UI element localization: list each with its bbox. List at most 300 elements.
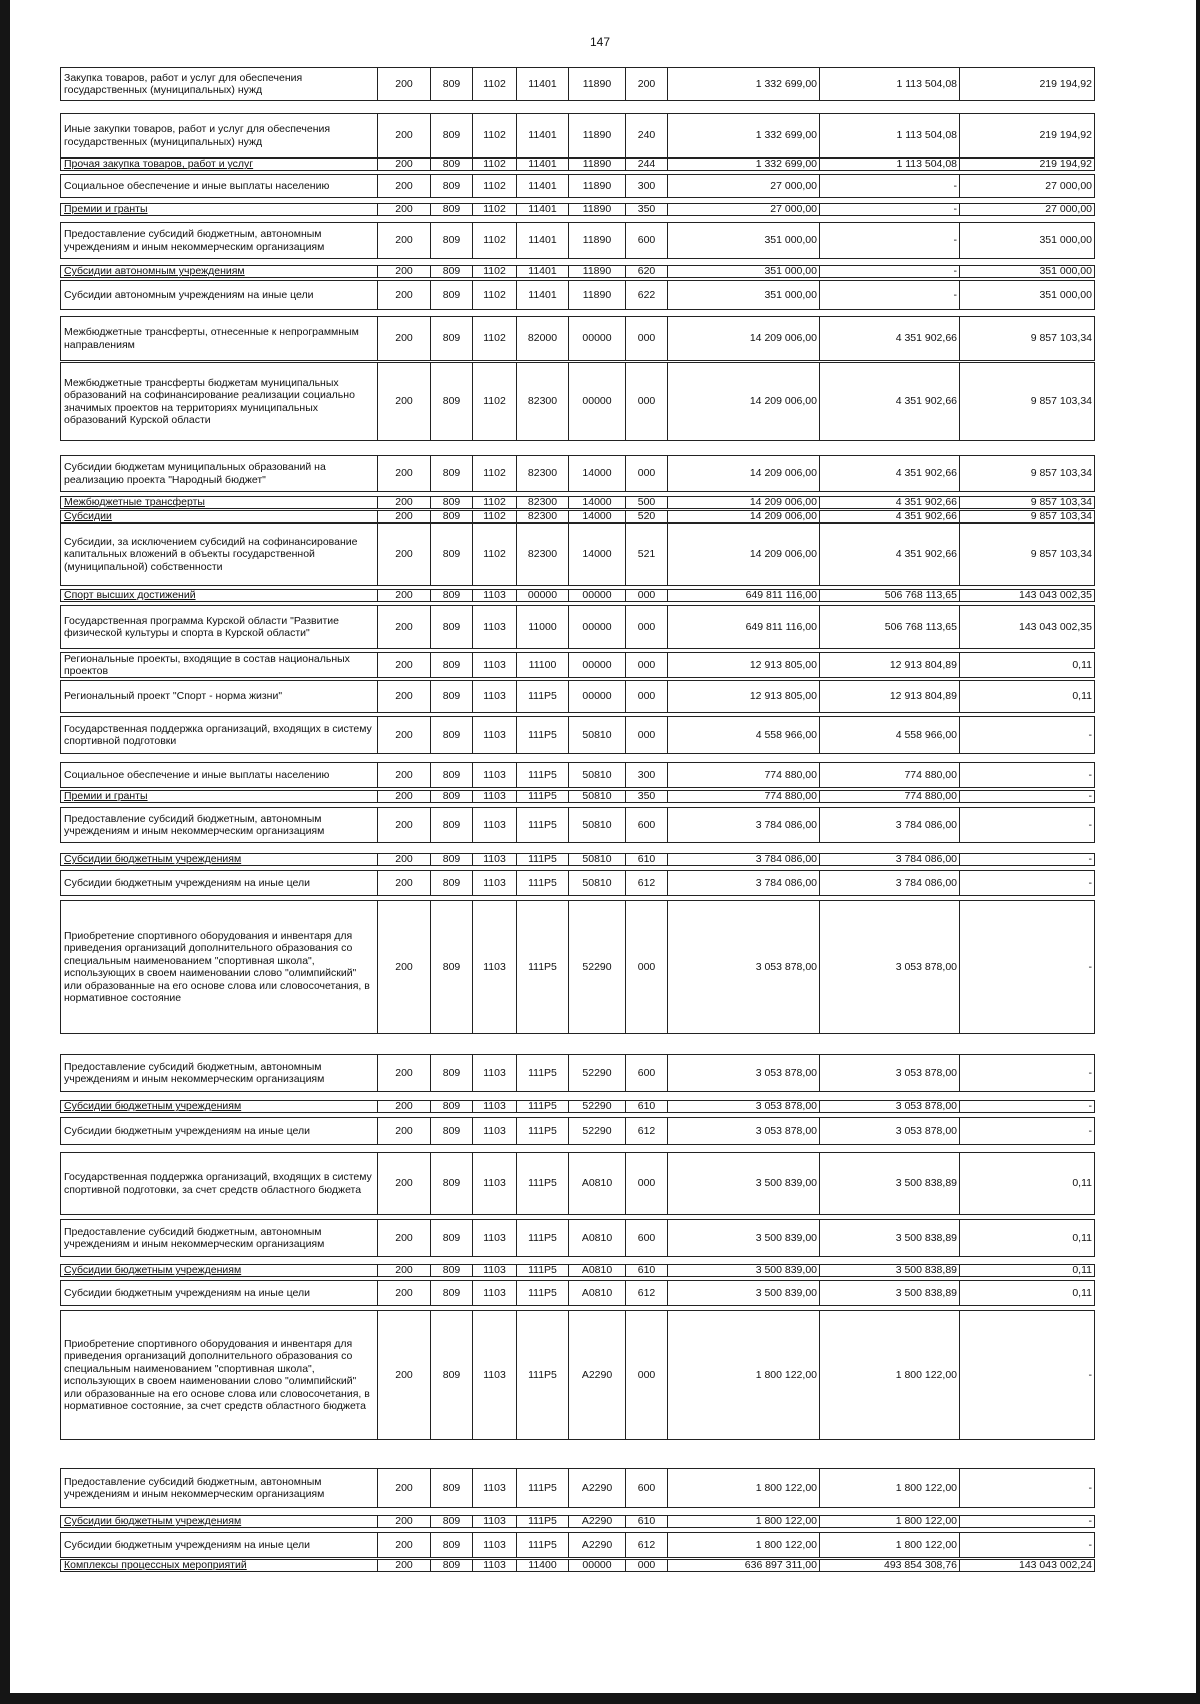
cell-value: 200 (395, 496, 413, 509)
code-cell (472, 158, 516, 171)
cell-value: 11401 (528, 77, 557, 90)
cell-value: 200 (395, 288, 413, 301)
cell-value: 612 (637, 1286, 656, 1299)
cell-value: 11401 (528, 234, 557, 247)
cell-value: 809 (442, 288, 461, 301)
cell-value: 111P5 (528, 1538, 557, 1551)
cell-value: 809 (442, 158, 461, 171)
row-name-cell (60, 1468, 377, 1508)
cell-value: 200 (395, 1559, 413, 1572)
code-cell (472, 1264, 516, 1277)
code-cell (625, 280, 667, 310)
row-label: Субсидии бюджетным учреждениям (64, 1515, 242, 1528)
code-cell (472, 807, 516, 843)
code-cell (625, 1117, 667, 1145)
cell-value: 1102 (483, 510, 506, 523)
code-cell (430, 510, 472, 523)
amount-cell (819, 455, 959, 492)
table-row (0, 113, 1200, 158)
cell-value: 1103 (483, 768, 506, 781)
amount-cell (819, 1219, 959, 1257)
code-cell (430, 113, 472, 158)
cell-value: 1 800 122,00 (895, 1515, 957, 1528)
code-cell (516, 510, 568, 523)
cell-value: 200 (395, 1481, 413, 1494)
cell-value: 9 857 103,34 (1030, 395, 1092, 408)
code-cell (516, 523, 568, 586)
cell-value: 809 (442, 467, 461, 480)
code-cell (516, 900, 568, 1034)
code-cell (430, 496, 472, 509)
amount-cell (819, 790, 959, 803)
code-cell (625, 113, 667, 158)
cell-value: 1 800 122,00 (755, 1368, 817, 1381)
cell-value: 200 (395, 548, 413, 561)
row-label: Социальное обеспечение и иные выплаты населению (64, 179, 330, 192)
code-cell (472, 1559, 516, 1572)
table-row (0, 589, 1200, 602)
amount-cell (959, 790, 1095, 803)
row-name-cell (60, 1054, 377, 1092)
cell-value: 600 (637, 1481, 656, 1494)
cell-value: 200 (637, 77, 656, 90)
cell-value: 0,11 (1072, 690, 1092, 703)
cell-value: 3 500 839,00 (755, 1177, 817, 1190)
cell-value: 52290 (582, 1066, 612, 1079)
cell-value: - (1088, 1368, 1092, 1381)
code-cell (377, 1559, 430, 1572)
table-row (0, 680, 1200, 713)
cell-value: 774 880,00 (904, 790, 957, 803)
code-cell (625, 362, 667, 441)
cell-value: 11890 (582, 129, 612, 142)
row-label: Субсидии (64, 510, 112, 523)
cell-value: 111P5 (528, 1368, 557, 1381)
code-cell (568, 1468, 625, 1508)
code-cell (472, 496, 516, 509)
amount-cell (667, 203, 819, 216)
amount-cell (959, 605, 1095, 649)
amount-cell (959, 900, 1095, 1034)
cell-value: 111P5 (528, 876, 557, 889)
cell-value: 14 209 006,00 (749, 332, 817, 345)
amount-cell (819, 716, 959, 754)
cell-value: 219 194,92 (1039, 158, 1092, 171)
amount-cell (959, 496, 1095, 509)
cell-value: 27 000,00 (1045, 179, 1092, 192)
amount-cell (959, 652, 1095, 678)
code-cell (516, 716, 568, 754)
cell-value: 809 (442, 510, 461, 523)
code-cell (472, 589, 516, 602)
cell-value: 000 (637, 1177, 656, 1190)
code-cell (568, 1264, 625, 1277)
amount-cell (959, 455, 1095, 492)
code-cell (430, 1280, 472, 1306)
row-name-cell (60, 113, 377, 158)
code-cell (516, 1468, 568, 1508)
code-cell (430, 1264, 472, 1277)
row-label: Спорт высших достижений (64, 589, 196, 602)
cell-value: 351 000,00 (1039, 265, 1092, 278)
amount-cell (667, 222, 819, 259)
row-label: Субсидии бюджетным учреждениям на иные цели (64, 1538, 310, 1551)
code-cell (472, 455, 516, 492)
cell-value: 000 (637, 960, 656, 973)
cell-value: 1103 (483, 876, 506, 889)
cell-value: 1 332 699,00 (755, 77, 817, 90)
code-cell (430, 1515, 472, 1528)
amount-cell (667, 762, 819, 788)
table-row (0, 67, 1200, 101)
table-row (0, 1559, 1200, 1572)
cell-value: 1102 (483, 332, 506, 345)
cell-value: 200 (395, 179, 413, 192)
cell-value: 809 (442, 203, 461, 216)
amount-cell (667, 807, 819, 843)
amount-cell (667, 605, 819, 649)
cell-value: 11401 (528, 288, 557, 301)
code-cell (377, 316, 430, 361)
cell-value: 1102 (483, 234, 506, 247)
cell-value: 3 500 838,89 (895, 1264, 957, 1277)
code-cell (516, 853, 568, 866)
amount-cell (667, 265, 819, 278)
code-cell (472, 1219, 516, 1257)
code-cell (568, 1559, 625, 1572)
code-cell (516, 680, 568, 713)
cell-value: 4 351 902,66 (895, 395, 957, 408)
amount-cell (667, 455, 819, 492)
amount-cell (819, 870, 959, 896)
cell-value: 50810 (582, 768, 612, 781)
cell-value: 11890 (582, 77, 612, 90)
code-cell (472, 1515, 516, 1528)
amount-cell (819, 807, 959, 843)
cell-value: 600 (637, 1066, 656, 1079)
cell-value: 809 (442, 690, 461, 703)
cell-value: 000 (637, 467, 656, 480)
cell-value: 1103 (483, 818, 506, 831)
cell-value: 200 (395, 790, 413, 803)
cell-value: 000 (637, 395, 656, 408)
cell-value: - (953, 288, 957, 301)
code-cell (568, 496, 625, 509)
cell-value: 3 500 838,89 (895, 1286, 957, 1299)
cell-value: 11401 (528, 158, 557, 171)
cell-value: 200 (395, 1368, 413, 1381)
cell-value: 50810 (582, 876, 612, 889)
code-cell (430, 1219, 472, 1257)
code-cell (377, 510, 430, 523)
code-cell (472, 900, 516, 1034)
table-row (0, 716, 1200, 754)
amount-cell (667, 496, 819, 509)
cell-value: 12 913 804,89 (889, 690, 957, 703)
code-cell (377, 280, 430, 310)
amount-cell (819, 1310, 959, 1440)
table-row (0, 222, 1200, 259)
row-name-cell (60, 496, 377, 509)
cell-value: 000 (637, 332, 656, 345)
cell-value: 52290 (582, 960, 612, 973)
code-cell (625, 762, 667, 788)
row-label: Субсидии автономным учреждениям на иные цели (64, 288, 314, 301)
cell-value: 351 000,00 (1039, 288, 1092, 301)
code-cell (430, 1152, 472, 1215)
amount-cell (667, 316, 819, 361)
code-cell (516, 1559, 568, 1572)
code-cell (430, 605, 472, 649)
row-name-cell (60, 762, 377, 788)
amount-cell (819, 853, 959, 866)
code-cell (625, 265, 667, 278)
code-cell (377, 589, 430, 602)
row-label: Закупка товаров, работ и услуг для обеспечения государственных (муниципальных) нужд (64, 71, 303, 96)
cell-value: 111P5 (528, 960, 557, 973)
cell-value: 200 (395, 728, 413, 741)
cell-value: 9 857 103,34 (1030, 510, 1092, 523)
row-label: Субсидии бюджетным учреждениям (64, 1100, 242, 1113)
table-row (0, 1532, 1200, 1558)
code-cell (377, 1117, 430, 1145)
row-name-cell (60, 1264, 377, 1277)
cell-value: 3 053 878,00 (755, 1124, 817, 1137)
code-cell (625, 1468, 667, 1508)
code-cell (568, 1219, 625, 1257)
amount-cell (667, 362, 819, 441)
cell-value: 636 897 311,00 (744, 1559, 817, 1572)
code-cell (625, 870, 667, 896)
cell-value: 774 880,00 (764, 790, 817, 803)
code-cell (568, 716, 625, 754)
code-cell (568, 1100, 625, 1113)
row-label: Субсидии бюджетным учреждениям (64, 853, 242, 866)
amount-cell (667, 523, 819, 586)
cell-value: 3 784 086,00 (755, 818, 817, 831)
code-cell (516, 790, 568, 803)
code-cell (625, 589, 667, 602)
code-cell (625, 174, 667, 198)
amount-cell (819, 158, 959, 171)
code-cell (625, 510, 667, 523)
amount-cell (667, 510, 819, 523)
amount-cell (819, 496, 959, 509)
amount-cell (667, 1264, 819, 1277)
cell-value: - (1088, 728, 1092, 741)
cell-value: - (1088, 1066, 1092, 1079)
cell-value: 649 811 116,00 (745, 620, 817, 633)
code-cell (568, 605, 625, 649)
amount-cell (959, 174, 1095, 198)
row-name-cell (60, 158, 377, 171)
cell-value: 1103 (483, 1559, 506, 1572)
cell-value: - (1088, 818, 1092, 831)
cell-value: 3 500 839,00 (755, 1286, 817, 1299)
cell-value: 774 880,00 (904, 768, 957, 781)
table-row (0, 605, 1200, 649)
row-name-cell (60, 1559, 377, 1572)
cell-value: 111P5 (528, 790, 557, 803)
cell-value: 500 (637, 496, 656, 509)
cell-value: 200 (395, 77, 413, 90)
cell-value: 1102 (483, 158, 506, 171)
cell-value: 200 (395, 234, 413, 247)
amount-cell (667, 790, 819, 803)
code-cell (472, 716, 516, 754)
cell-value: 809 (442, 853, 461, 866)
amount-cell (959, 1532, 1095, 1558)
cell-value: - (953, 203, 957, 216)
code-cell (377, 790, 430, 803)
cell-value: 200 (395, 129, 413, 142)
amount-cell (667, 1280, 819, 1306)
cell-value: 11890 (582, 203, 612, 216)
cell-value: 774 880,00 (764, 768, 817, 781)
code-cell (430, 762, 472, 788)
amount-cell (667, 589, 819, 602)
code-cell (472, 523, 516, 586)
cell-value: - (1088, 1515, 1092, 1528)
code-cell (568, 523, 625, 586)
cell-value: 14 209 006,00 (749, 395, 817, 408)
code-cell (516, 158, 568, 171)
amount-cell (819, 1515, 959, 1528)
code-cell (568, 362, 625, 441)
cell-value: 351 000,00 (1039, 234, 1092, 247)
cell-value: 612 (637, 876, 656, 889)
code-cell (625, 1310, 667, 1440)
code-cell (377, 680, 430, 713)
amount-cell (819, 67, 959, 101)
code-cell (472, 1280, 516, 1306)
cell-value: 200 (395, 510, 413, 523)
amount-cell (959, 716, 1095, 754)
code-cell (568, 455, 625, 492)
row-label: Премии и гранты (64, 203, 148, 216)
table-row (0, 1219, 1200, 1257)
cell-value: 200 (395, 158, 413, 171)
cell-value: 3 053 878,00 (895, 1066, 957, 1079)
cell-value: 143 043 002,35 (1019, 620, 1092, 633)
amount-cell (959, 113, 1095, 158)
cell-value: A0810 (581, 1231, 613, 1244)
amount-cell (819, 1054, 959, 1092)
cell-value: 3 053 878,00 (755, 1100, 817, 1113)
code-cell (377, 174, 430, 198)
cell-value: 111P5 (528, 1124, 557, 1137)
row-label: Межбюджетные трансферты, отнесенные к непрограммным направлениям (64, 326, 359, 351)
cell-value: 3 500 839,00 (755, 1231, 817, 1244)
cell-value: - (1088, 1124, 1092, 1137)
cell-value: 3 053 878,00 (895, 960, 957, 973)
amount-cell (959, 870, 1095, 896)
amount-cell (959, 203, 1095, 216)
amount-cell (667, 1117, 819, 1145)
row-name-cell (60, 652, 377, 678)
code-cell (568, 1515, 625, 1528)
cell-value: 219 194,92 (1039, 129, 1092, 142)
code-cell (430, 807, 472, 843)
row-label: Субсидии бюджетным учреждениям на иные цели (64, 876, 310, 889)
cell-value: 00000 (527, 589, 558, 602)
code-cell (516, 1532, 568, 1558)
code-cell (568, 174, 625, 198)
code-cell (377, 1468, 430, 1508)
cell-value: 200 (395, 1286, 413, 1299)
code-cell (516, 496, 568, 509)
code-cell (568, 113, 625, 158)
cell-value: 600 (637, 1231, 656, 1244)
cell-value: 809 (442, 496, 461, 509)
amount-cell (959, 67, 1095, 101)
code-cell (568, 900, 625, 1034)
amount-cell (959, 265, 1095, 278)
code-cell (430, 265, 472, 278)
cell-value: 809 (442, 1124, 461, 1137)
row-label: Государственная программа Курской области "Развитие физической культуры и спорта в Курской области" (64, 614, 339, 639)
cell-value: 351 000,00 (764, 234, 817, 247)
code-cell (377, 158, 430, 171)
cell-value: 809 (442, 876, 461, 889)
code-cell (472, 680, 516, 713)
cell-value: 200 (395, 1231, 413, 1244)
cell-value: 809 (442, 395, 461, 408)
cell-value: 12 913 805,00 (749, 690, 817, 703)
cell-value: 506 768 113,65 (884, 589, 957, 602)
code-cell (625, 1264, 667, 1277)
code-cell (472, 174, 516, 198)
cell-value: A2290 (581, 1481, 613, 1494)
cell-value: 200 (395, 658, 413, 671)
amount-cell (819, 265, 959, 278)
cell-value: 3 500 839,00 (755, 1264, 817, 1277)
cell-value: 200 (395, 620, 413, 633)
code-cell (625, 523, 667, 586)
cell-value: 612 (637, 1538, 656, 1551)
cell-value: 52290 (582, 1100, 612, 1113)
cell-value: 14000 (582, 467, 612, 480)
code-cell (377, 652, 430, 678)
cell-value: 000 (637, 728, 656, 741)
code-cell (472, 67, 516, 101)
cell-value: 4 558 966,00 (755, 728, 817, 741)
row-label: Субсидии автономным учреждениям (64, 265, 245, 278)
code-cell (472, 1310, 516, 1440)
cell-value: 1103 (483, 690, 506, 703)
table-row (0, 807, 1200, 843)
cell-value: 809 (442, 1515, 461, 1528)
cell-value: 200 (395, 1538, 413, 1551)
code-cell (472, 362, 516, 441)
code-cell (568, 1532, 625, 1558)
cell-value: - (1088, 1100, 1092, 1113)
row-label: Государственная поддержка организаций, входящих в систему спортивной подготовки, за счет средств областного бюджета (64, 1171, 372, 1196)
cell-value: 0,11 (1072, 658, 1092, 671)
table-row (0, 1054, 1200, 1092)
cell-value: 610 (637, 853, 656, 866)
table-row (0, 762, 1200, 788)
table-row (0, 523, 1200, 586)
cell-value: 4 558 966,00 (895, 728, 957, 741)
cell-value: 809 (442, 1231, 461, 1244)
cell-value: 612 (637, 1124, 656, 1137)
cell-value: A0810 (581, 1177, 613, 1190)
code-cell (625, 853, 667, 866)
cell-value: 809 (442, 1177, 461, 1190)
code-cell (568, 1310, 625, 1440)
row-label: Предоставление субсидий бюджетным, автономным учреждениям и иным некоммерческим организациям (64, 1225, 325, 1250)
